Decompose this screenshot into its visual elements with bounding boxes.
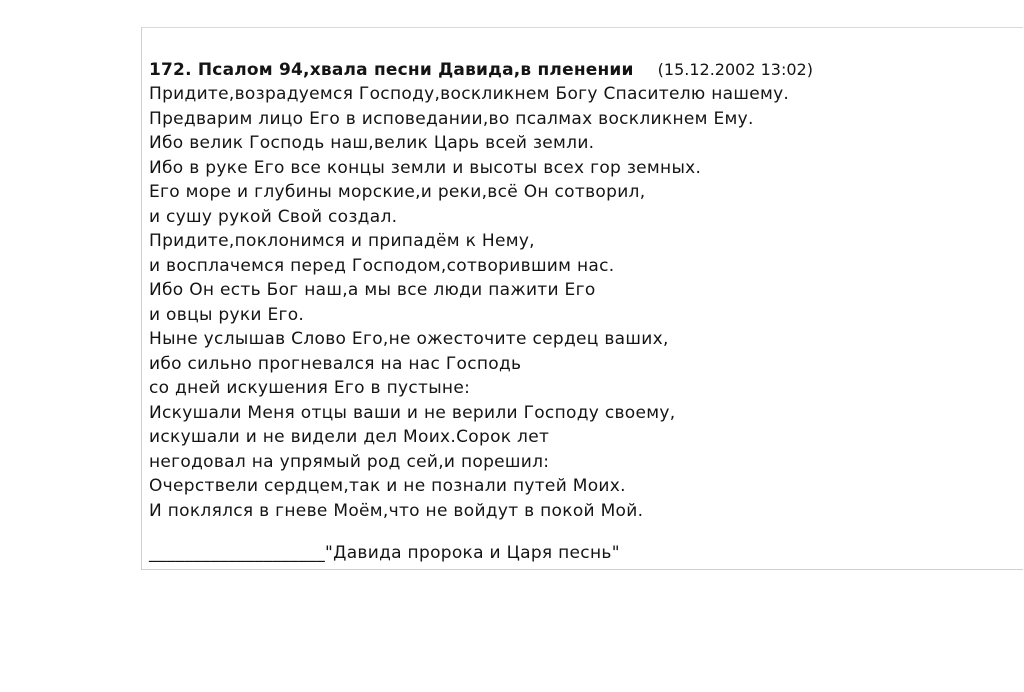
psalm-text (149, 82, 789, 523)
psalm-line: Придите,поклонимся и припадём к Нему, (149, 231, 535, 251)
psalm-line: Предварим лицо Его в исповедании,во псалмах воскликнем Ему. (149, 108, 754, 129)
psalm-line: Искушали Меня отцы ваши и не верили Господу своему, (149, 402, 676, 423)
psalm-line: со дней искушения Его в пустыне: (149, 378, 471, 398)
psalm-line: искушали и не видели дел Моих.Сорок лет (149, 427, 550, 447)
psalm-line: и овцы руки Его. (149, 304, 305, 325)
psalm-line: Ибо Он есть Бог наш,а мы все люди пажити Его (149, 280, 596, 300)
psalm-line: и сушу рукой Свой создал. (149, 206, 398, 227)
post-title: . Псалом 94,хвала песни Давида,в пленении (185, 60, 634, 80)
psalm-line: Ибо велик Господь наш,велик Царь всей земли. (149, 133, 595, 153)
psalm-line: Ныне услышав Слово Его,не ожесточите сердец ваших, (149, 329, 669, 349)
post-date: (15.12.2002 13:02) (657, 60, 813, 79)
psalm-line: Придите,возрадуемся Господу,воскликнем Богу Спасителю нашему. (149, 84, 790, 104)
page-margin (0, 0, 142, 692)
psalm-line: и восплачемся перед Господом,сотворившим нас. (149, 255, 615, 276)
psalm-line: И поклялся в гневе Моём,что не войдут в покой Мой. (149, 500, 644, 521)
post-number: 172 (149, 60, 186, 80)
psalm-line: Его море и глубины морские,и реки,всё Он сотворил, (149, 182, 646, 202)
psalm-line: Очерствели сердцем,так и не познали путей Моих. (149, 476, 626, 496)
psalm-line: ибо сильно прогневался на нас Господь (149, 353, 522, 374)
psalm-line: негодовал на упрямый род сей,и порешил: (149, 451, 550, 472)
post-header (149, 58, 813, 82)
psalm-line: Ибо в руке Его все концы земли и высоты всех гор земных. (149, 157, 702, 178)
post-signature: ____________________"Давида пророка и Царя песнь" (149, 543, 620, 563)
